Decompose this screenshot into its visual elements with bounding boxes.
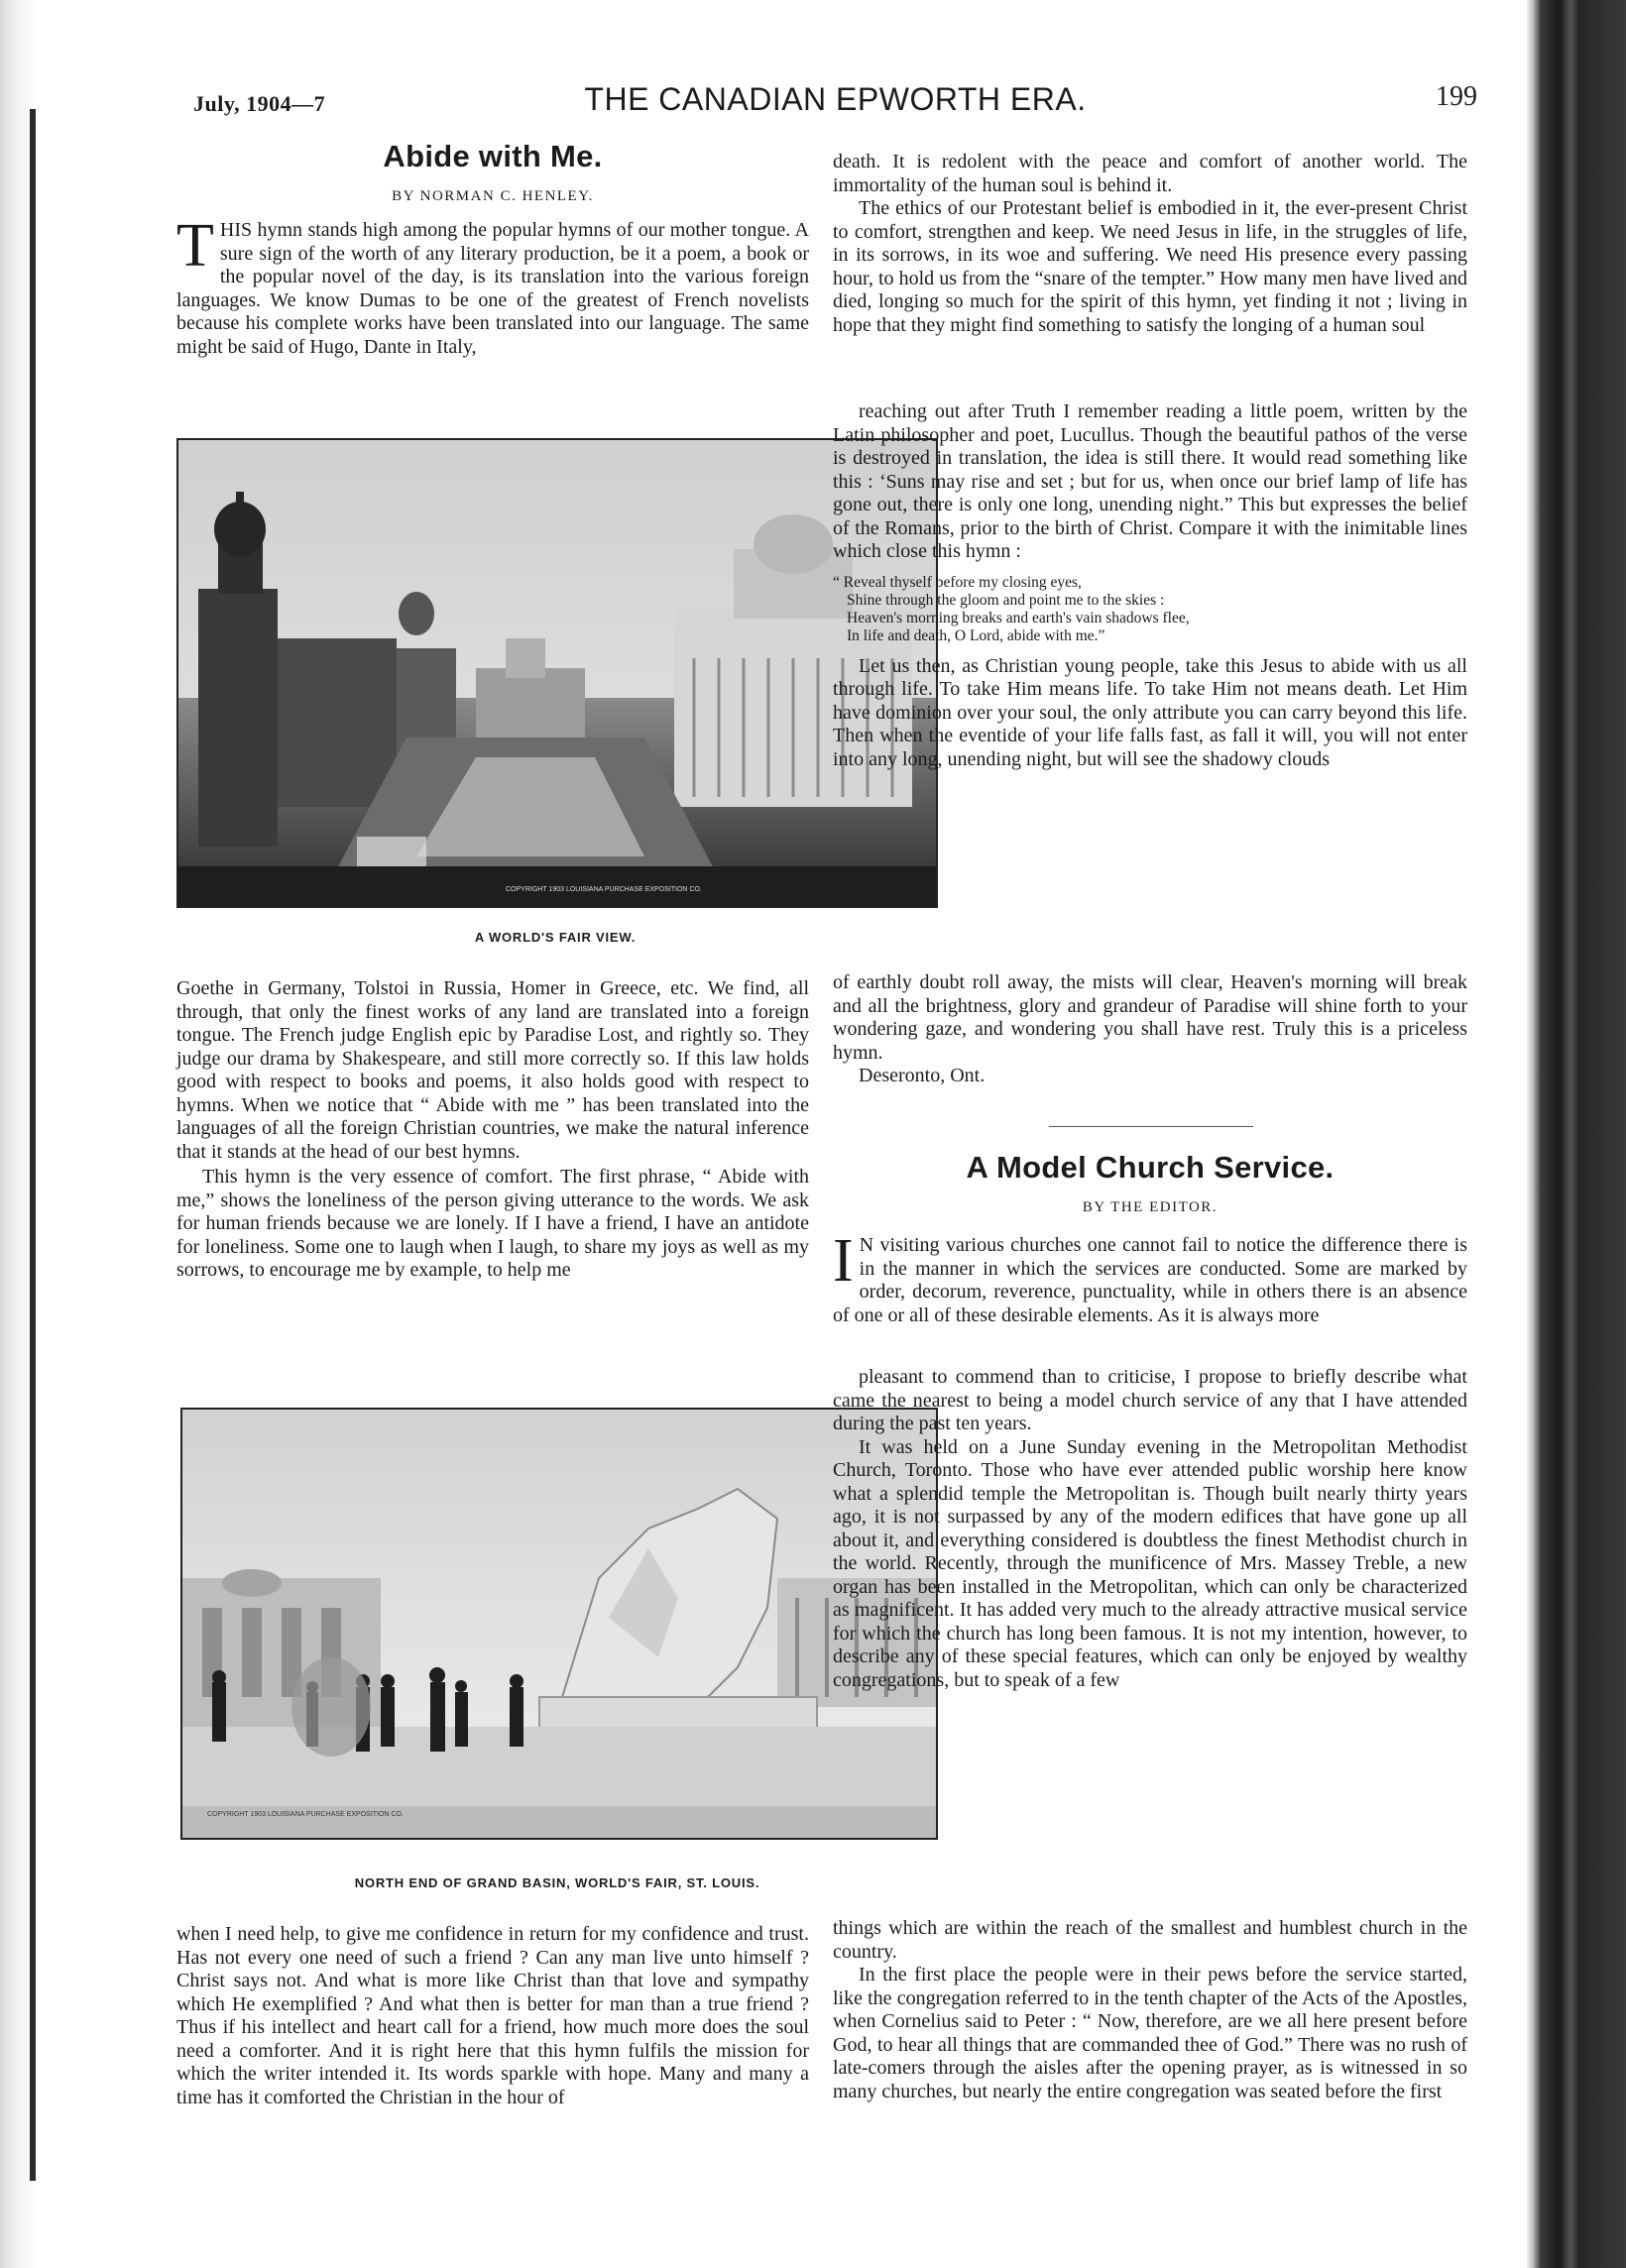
- article1-paragraph-1-cont: Goethe in Germany, Tolstoi in Russia, Homer in Greece, etc. We find, all through, that only the finest works of any land are translated into a foreign tongue. The French judge English epic by Paradise Lost, and rightly so. They judge our drama by Shakespeare, and still more correctly so. If this law holds good with respect to books and poems, it also holds good with respect to hymns. When we notice that “ Abide with me ” has been translated into the languages of all the foreign Christian countries, we make the natural inference that it stands at the head of our best hymns.: [176, 977, 809, 1163]
- article2-indented: [833, 1366, 1467, 1692]
- article1-signoff: Deseronto, Ont.: [859, 1065, 986, 1086]
- article2-paragraph-1b: pleasant to commend than to criticise, I propose to briefly describe what came the nearest to being a model church service of any that I have attended during the past ten years.: [833, 1366, 1467, 1434]
- article1-title: Abide with Me.: [383, 139, 603, 173]
- article1-left-bottom: [176, 1923, 809, 2109]
- article2: [833, 1150, 1467, 1327]
- dropcap: T: [176, 212, 214, 280]
- page-margin-rule: [30, 109, 36, 2181]
- article2-paragraph-1a: I N visiting various churches one cannot fail to notice the difference there is in the manner in which the services are conducted. Some are marked by order, decorum, reverence, punctuality, while in others there is an absence of one or all of these desirable elements. As it is always more: [833, 1227, 1467, 1326]
- publication-title: THE CANADIAN EPWORTH ERA.: [584, 81, 1087, 117]
- article1-opening: [176, 139, 809, 359]
- grand-basin-photo: [180, 1408, 938, 1840]
- issue-date: July, 1904—7: [193, 91, 326, 116]
- hymn-line-2: Shine through the gloom and point me to the skies :: [847, 591, 1165, 609]
- article1-right-column: [833, 151, 1467, 337]
- article2-paragraph-3: In the first place the people were in their pews before the service started, like the congregation referred to in the tenth chapter of the Acts of the Apostles, when Cornelius said to Peter : “ Now, therefore, are we all here present before God, to hear all things that are commanded thee of God.” There was no rush of late-comers through the aisles after the opening prayer, as is witnessed in so many churches, but nearly the entire congregation was seated before the first: [833, 1964, 1467, 2102]
- article1-paragraph-2-cont: when I need help, to give me confidence in return for my confidence and trust. Has not every one need of such a friend ? Can any man live unto himself ? Christ says not. And what is more like Christ than that love and sympathy which He exemplified ? And what then is better for man than a true friend ? Thus if his intellect and heart call for a friend, how much more does the soul need a comforter. And it is right here that this hymn fulfils the mission for which the writer intended it. Its words sparkle with hope. Many and many a time has it comforted the Christian in the hour of: [176, 1923, 809, 2108]
- dropcap-2: I: [833, 1227, 854, 1295]
- worlds-fair-illustration: [178, 440, 936, 906]
- worlds-fair-photo: [176, 438, 938, 908]
- book-spine-shadow: [1562, 0, 1579, 2268]
- photo-credit: COPYRIGHT 1903 LOUISIANA PURCHASE EXPOSITION CO.: [506, 886, 702, 893]
- grand-basin-illustration: [182, 1410, 936, 1838]
- article2-title: A Model Church Service.: [966, 1150, 1335, 1185]
- article-divider: [1049, 1126, 1253, 1127]
- hymn-line-4: In life and death, O Lord, abide with me.”: [847, 626, 1105, 644]
- article1-paragraph-3: death. It is redolent with the peace and comfort of another world. The immortality of the human soul is behind it.: [833, 151, 1467, 196]
- article1-left-continued: [176, 977, 809, 1283]
- article1-byline: BY NORMAN C. HENLEY.: [392, 188, 594, 204]
- article1-paragraph-5b: of earthly doubt roll away, the mists will clear, Heaven's morning will break and all the brightness, glory and grandeur of Paradise will shine forth to your wondering gaze, and wondering you shall have rest. Truly this is a priceless hymn.: [833, 971, 1467, 1064]
- article1-paragraph-4b: reaching out after Truth I remember reading a little poem, written by the Latin philosopher and poet, Lucullus. Though the beautiful pathos of the verse is destroyed in translation, the idea is still there. It would read something like this : ‘Suns may rise and set ; but for us, when once our brief lamp of life has gone out, there is only one long, unending night.” This but expresses the belief of the Romans, prior to the birth of Christ. Compare it with the inimitable lines which close this hymn :: [833, 400, 1467, 562]
- figure2-caption: NORTH END OF GRAND BASIN, WORLD'S FAIR, ST. LOUIS.: [354, 1875, 760, 1890]
- article2-bottom: [833, 1917, 1467, 2103]
- page-number: 199: [1436, 81, 1477, 112]
- article2-paragraph-2: It was held on a June Sunday evening in the Metropolitan Methodist Church, Toronto. Those who have ever attended public worship here know what a splendid temple the Metropolitan is. Though built nearly thirty years ago, it is not surpassed by any of the modern edifices that have gone up all about it, and everything considered is doubtless the finest Methodist church in the world. Recently, through the munificence of Mrs. Massey Treble, a new organ has been installed in the Metropolitan, which can only be characterized as magnificent. It has added very much to the already attractive musical service for which the church has long been famous. It is not my intention, however, to describe any of these special features, which can only be enjoyed by wealthy congregations, but to speak of a few: [833, 1435, 1467, 1691]
- hymn-quote: [833, 574, 1467, 645]
- photo2-credit: COPYRIGHT 1903 LOUISIANA PURCHASE EXPOSITION CO.: [207, 1811, 404, 1818]
- article1-paragraph-1: THIS hymn stands high among the popular hymns of our mother tongue. A sure sign of the worth of any literary production, be it a poem, a book or the popular novel of the day, is its translation into the various foreign languages. We know Dumas to be one of the greatest of French novelists because his complete works have been translated into our language. The same might be said of Hugo, Dante in Italy,: [176, 212, 809, 358]
- figure1-caption: A WORLD'S FAIR VIEW.: [474, 930, 637, 945]
- article1-right-indented: [833, 400, 1467, 771]
- article2-paragraph-2-cont: things which are within the reach of the smallest and humblest church in the country.: [833, 1917, 1467, 1963]
- hymn-line-3: Heaven's morning breaks and earth's vain shadows flee,: [847, 609, 1190, 626]
- article1-right-closing: [833, 971, 1467, 1088]
- running-header: [193, 81, 1477, 121]
- article1-paragraph-2: This hymn is the very essence of comfort. The first phrase, “ Abide with me,” shows the loneliness of the person giving utterance to the words. We ask for human friends because we are lonely. If I have a friend, I have an antidote for loneliness. Some one to laugh when I laugh, to share my joys as well as my sorrows, to encourage me by example, to help me: [176, 1166, 809, 1281]
- article1-paragraph-5a: Let us then, as Christian young people, take this Jesus to abide with us all through life. To take Him means life. To take Him not means death. Let Him have dominion over your soul, the only attribute you can carry beyond this life. Then when the eventide of your life falls fast, as fall it will, you will not enter into any long, unending night, but will see the shadowy clouds: [833, 654, 1467, 770]
- hymn-line-1: “ Reveal thyself before my closing eyes,: [833, 573, 1082, 591]
- article1-paragraph-4a: The ethics of our Protestant belief is embodied in it, the ever-present Christ to comfort, strengthen and keep. We need Jesus in life, in the struggles of life, in its sorrows, in its woe and suffering. We need His presence every passing hour, to hold us from the “snare of the tempter.” How many men have lived and died, longing so much for the spirit of this hymn, yet finding it not ; living in hope that they might find something to satisfy the longing of a human soul: [833, 197, 1467, 336]
- article2-byline: BY THE EDITOR.: [1082, 1199, 1219, 1215]
